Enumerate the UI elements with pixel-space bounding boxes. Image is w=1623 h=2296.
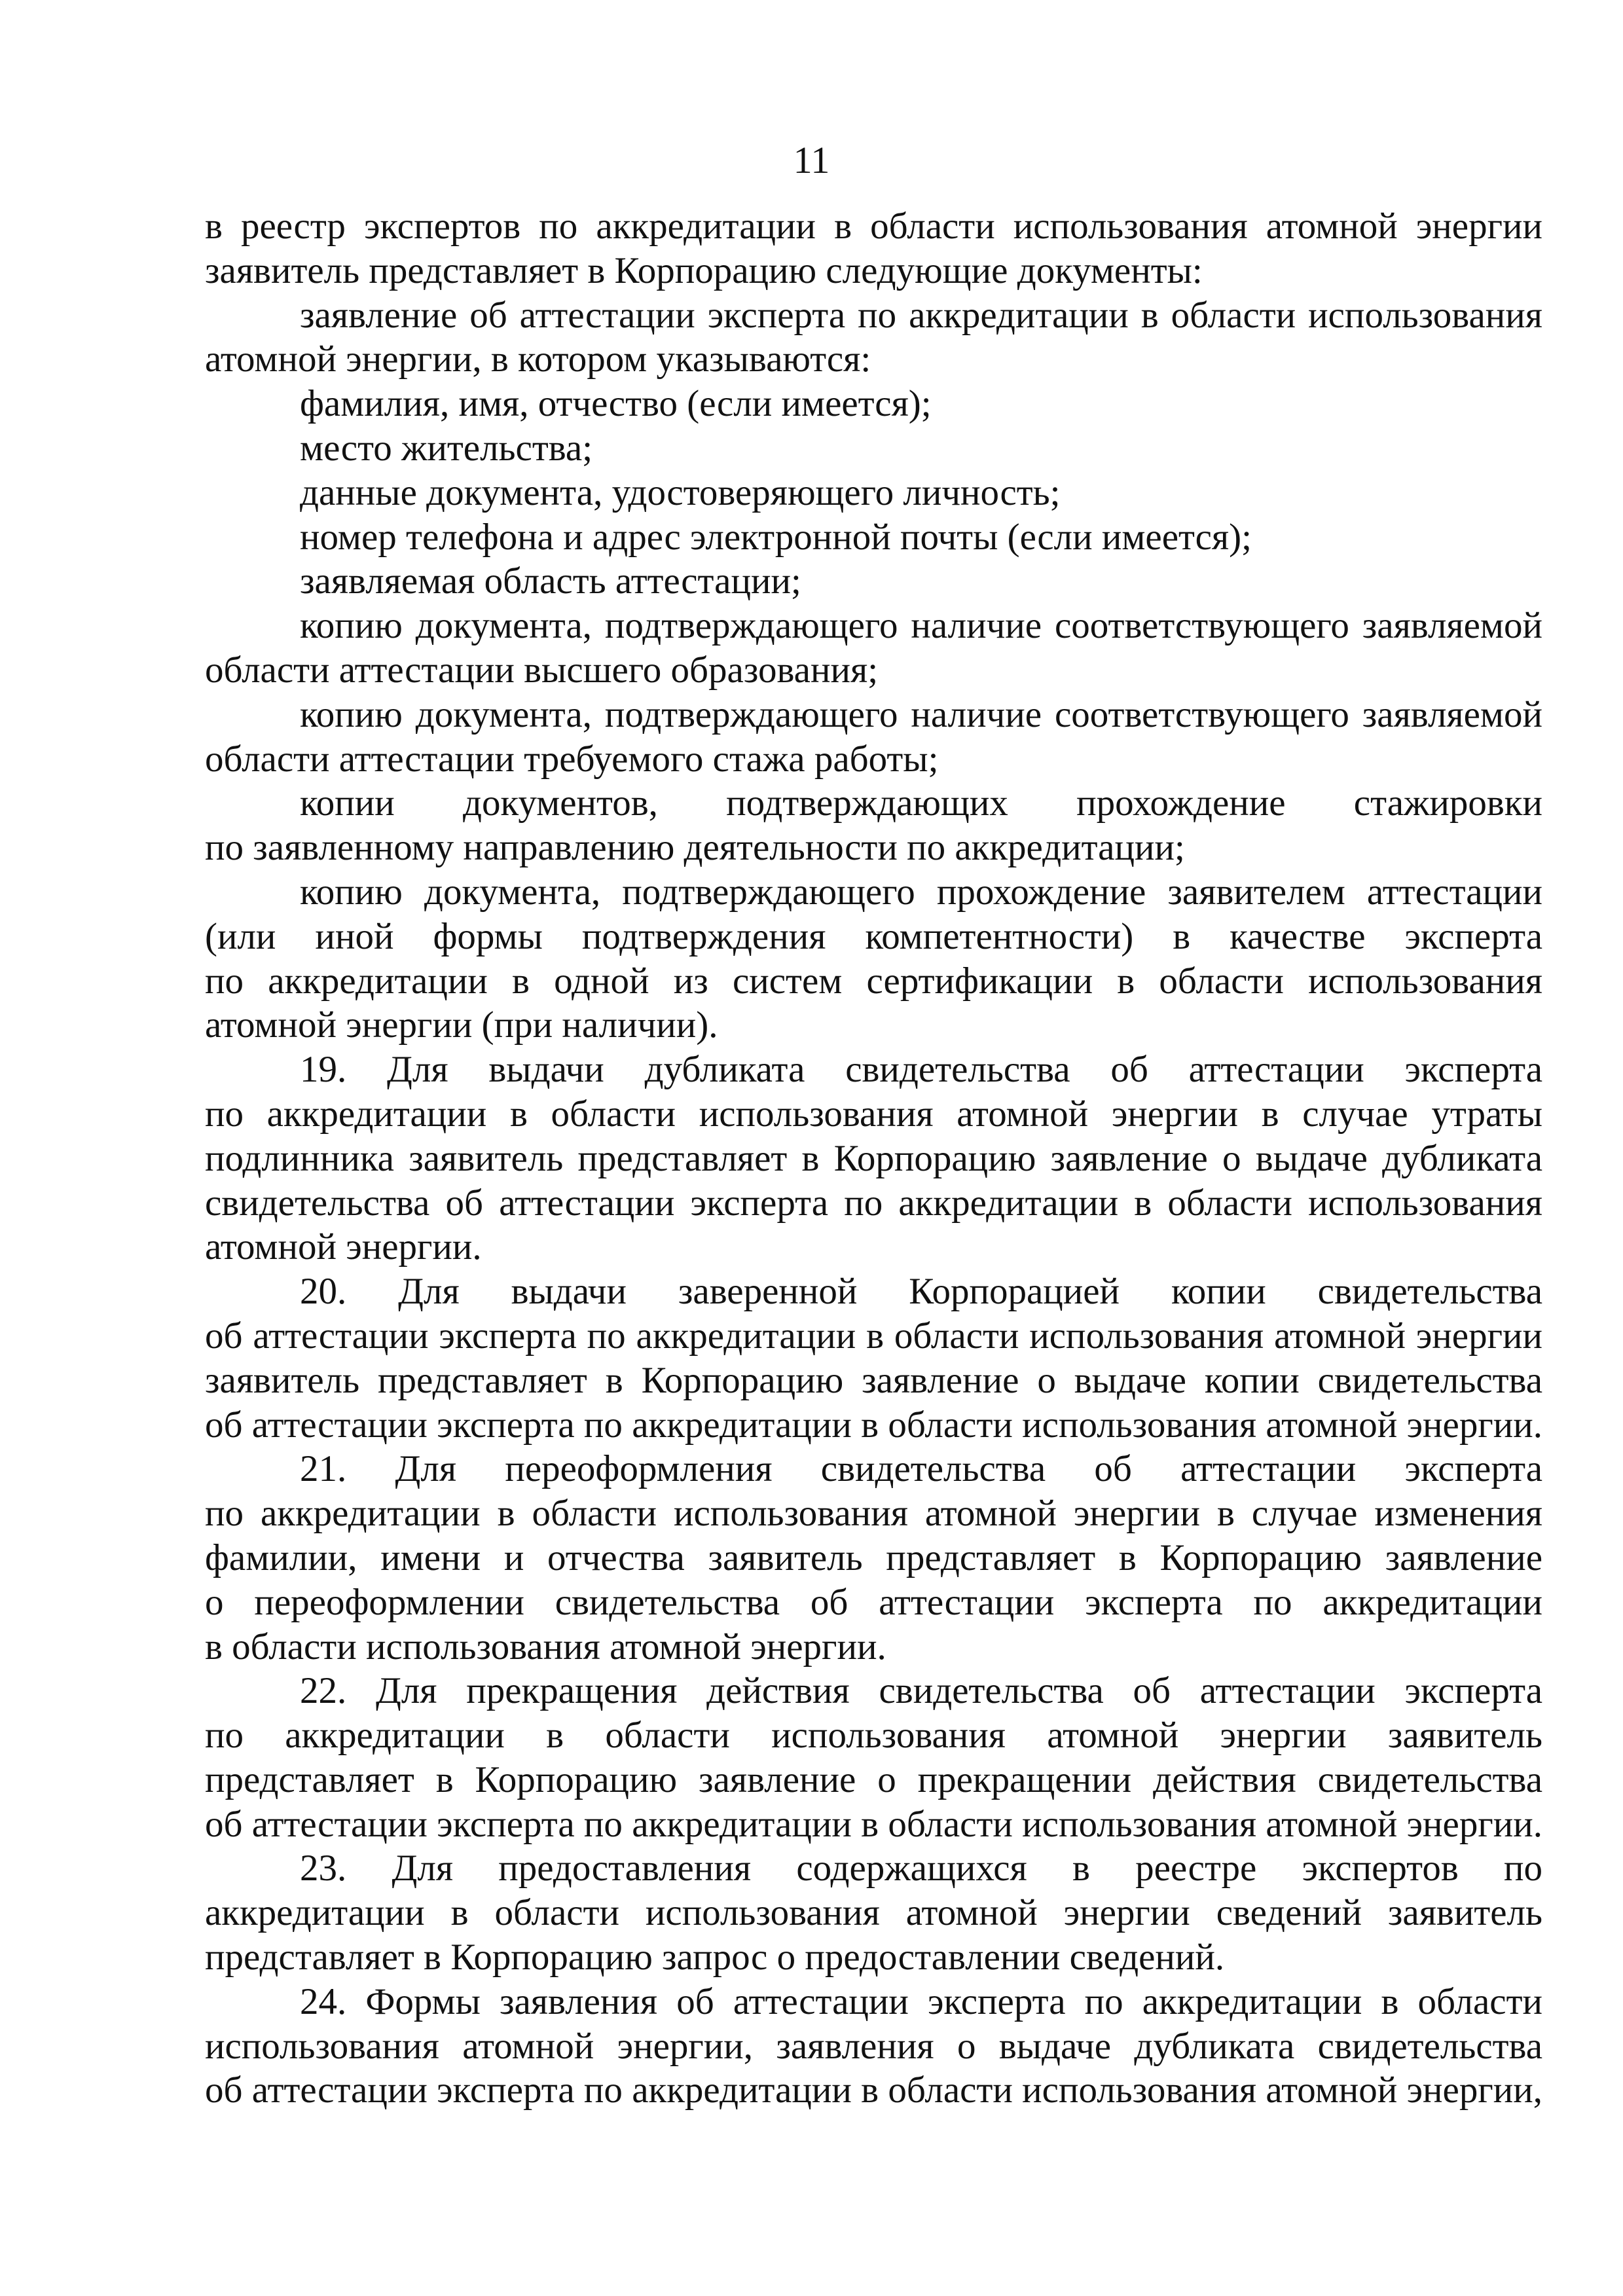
- text-line: по аккредитации в одной из систем сертификации в области использования: [205, 960, 1542, 1002]
- text-line: копию документа, подтверждающего прохождение заявителем аттестации: [300, 871, 1542, 913]
- text-line: атомной энергии (при наличии).: [205, 1004, 718, 1046]
- text-line: свидетельства об аттестации эксперта по аккредитации в области использования: [205, 1182, 1542, 1224]
- text-line: 23. Для предоставления содержащихся в реестре экспертов по: [300, 1848, 1542, 1889]
- text-line: об аттестации эксперта по аккредитации в области использования атомной энергии.: [205, 1404, 1542, 1446]
- text-line: заявитель представляет в Корпорацию заявление о выдаче копии свидетельства: [205, 1359, 1542, 1401]
- text-line: области аттестации требуемого стажа работы;: [205, 738, 939, 780]
- text-line: номер телефона и адрес электронной почты (если имеется);: [300, 516, 1252, 558]
- text-line: (или иной формы подтверждения компетентности) в качестве эксперта: [205, 915, 1542, 957]
- text-line: по аккредитации в области использования атомной энергии в случае изменения: [205, 1493, 1542, 1535]
- text-line: об аттестации эксперта по аккредитации в области использования атомной энергии: [205, 1315, 1542, 1357]
- text-line: в области использования атомной энергии.: [205, 1626, 886, 1667]
- text-line: 24. Формы заявления об аттестации эксперта по аккредитации в области: [300, 1980, 1542, 2022]
- text-line: заявитель представляет в Корпорацию следующие документы:: [205, 249, 1203, 291]
- text-line: области аттестации высшего образования;: [205, 649, 879, 691]
- text-line: данные документа, удостоверяющего личность;: [300, 471, 1061, 513]
- text-line: 19. Для выдачи дубликата свидетельства об аттестации эксперта: [300, 1049, 1542, 1091]
- page-number: 11: [793, 139, 830, 181]
- text-line: представляет в Корпорацию заявление о прекращении действия свидетельства: [205, 1758, 1542, 1800]
- text-line: место жительства;: [300, 427, 593, 469]
- text-line: копию документа, подтверждающего наличие соответствующего заявляемой: [300, 605, 1542, 647]
- text-line: об аттестации эксперта по аккредитации в области использования атомной энергии.: [205, 1803, 1542, 1845]
- text-line: использования атомной энергии, заявления о выдаче дубликата свидетельства: [205, 2025, 1542, 2067]
- text-line: фамилии, имени и отчества заявитель представляет в Корпорацию заявление: [205, 1537, 1542, 1578]
- text-line: подлинника заявитель представляет в Корпорацию заявление о выдаче дубликата: [205, 1137, 1542, 1179]
- text-line: представляет в Корпорацию запрос о предоставлении сведений.: [205, 1937, 1225, 1978]
- text-line: 20. Для выдачи заверенной Корпорацией копии свидетельства: [300, 1271, 1542, 1313]
- text-line: 22. Для прекращения действия свидетельства об аттестации эксперта: [300, 1670, 1542, 1712]
- text-line: о переоформлении свидетельства об аттестации эксперта по аккредитации: [205, 1581, 1542, 1623]
- text-line: атомной энергии.: [205, 1226, 482, 1268]
- document-body: [205, 204, 1542, 2113]
- text-line: об аттестации эксперта по аккредитации в области использования атомной энергии,: [205, 2069, 1542, 2111]
- text-line: фамилия, имя, отчество (если имеется);: [300, 383, 932, 425]
- text-line: 21. Для переоформления свидетельства об аттестации эксперта: [300, 1448, 1542, 1490]
- text-line: по заявленному направлению деятельности по аккредитации;: [205, 827, 1185, 869]
- text-line: аккредитации в области использования атомной энергии сведений заявитель: [205, 1892, 1542, 1934]
- text-line: копию документа, подтверждающего наличие соответствующего заявляемой: [300, 693, 1542, 735]
- text-line: заявляемая область аттестации;: [300, 560, 801, 602]
- text-line: по аккредитации в области использования атомной энергии в случае утраты: [205, 1093, 1542, 1135]
- text-line: атомной энергии, в котором указываются:: [205, 338, 871, 380]
- text-line: заявление об аттестации эксперта по аккредитации в области использования: [300, 294, 1542, 336]
- text-line: копии документов, подтверждающих прохождение стажировки: [300, 782, 1542, 824]
- text-line: в реестр экспертов по аккредитации в области использования атомной энергии: [205, 206, 1542, 247]
- text-line: по аккредитации в области использования атомной энергии заявитель: [205, 1715, 1542, 1757]
